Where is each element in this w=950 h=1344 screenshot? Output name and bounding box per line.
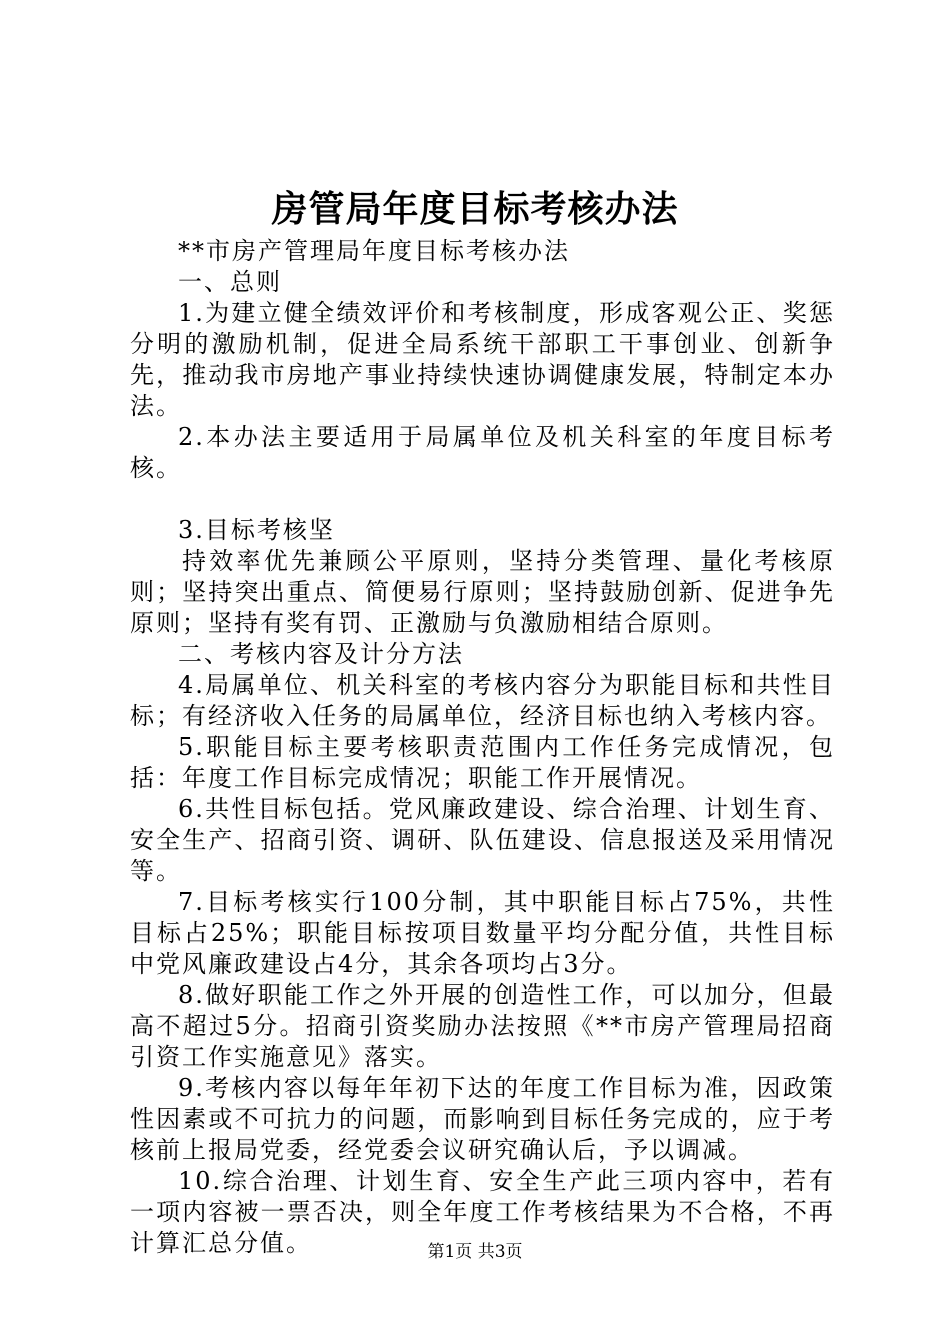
paragraph-2: 2.本办法主要适用于局属单位及机关科室的年度目标考核。 [130, 423, 835, 482]
paragraph-9: 9.考核内容以每年年初下达的年度工作目标为准，因政策性因素或不可抗力的问题，而影响到目标任务完成的，应于考核前上报局党委，经党委会议研究确认后，予以调减。 [130, 1074, 835, 1164]
section-heading-general: 一、总则 [178, 268, 282, 296]
paragraph-5: 5.职能目标主要考核职责范围内工作任务完成情况，包括：年度工作目标完成情况；职能工作开展情况。 [130, 733, 835, 792]
paragraph-8: 8.做好职能工作之外开展的创造性工作，可以加分，但最高不超过5分。招商引资奖励办法按照《**市房产管理局招商引资工作实施意见》落实。 [130, 981, 835, 1071]
paragraph-1: 1.为建立健全绩效评价和考核制度，形成客观公正、奖惩分明的激励机制，促进全局系统干部职工干事创业、创新争先，推动我市房地产事业持续快速协调健康发展，特制定本办法。 [130, 299, 835, 420]
document-subtitle: **市房产管理局年度目标考核办法 [178, 237, 570, 265]
paragraph-4: 4.局属单位、机关科室的考核内容分为职能目标和共性目标；有经济收入任务的局属单位，经济目标也纳入考核内容。 [130, 671, 835, 730]
page-footer: 第1页 共3页 [427, 1242, 523, 1262]
paragraph-7: 7.目标考核实行100分制，其中职能目标占75%，共性目标占25%；职能目标按项目数量平均分配分值，共性目标中党风廉政建设占4分，其余各项均占3分。 [130, 888, 835, 978]
section-heading-content: 二、考核内容及计分方法 [178, 640, 464, 668]
paragraph-3-heading: 3.目标考核坚 [178, 516, 335, 544]
document-title: 房管局年度目标考核办法 [271, 188, 679, 230]
document-body [130, 236, 835, 1259]
paragraph-6: 6.共性目标包括。党风廉政建设、综合治理、计划生育、安全生产、招商引资、调研、队伍建设、信息报送及采用情况等。 [130, 795, 835, 885]
paragraph-10: 10.综合治理、计划生育、安全生产此三项内容中，若有一项内容被一票否决，则全年度工作考核结果为不合格，不再计算汇总分值。 [130, 1167, 835, 1257]
paragraph-3-body: 持效率优先兼顾公平原则，坚持分类管理、量化考核原则；坚持突出重点、简便易行原则；坚持鼓励创新、促进争先原则；坚持有奖有罚、正激励与负激励相结合原则。 [130, 547, 835, 637]
blank-line [130, 484, 835, 515]
